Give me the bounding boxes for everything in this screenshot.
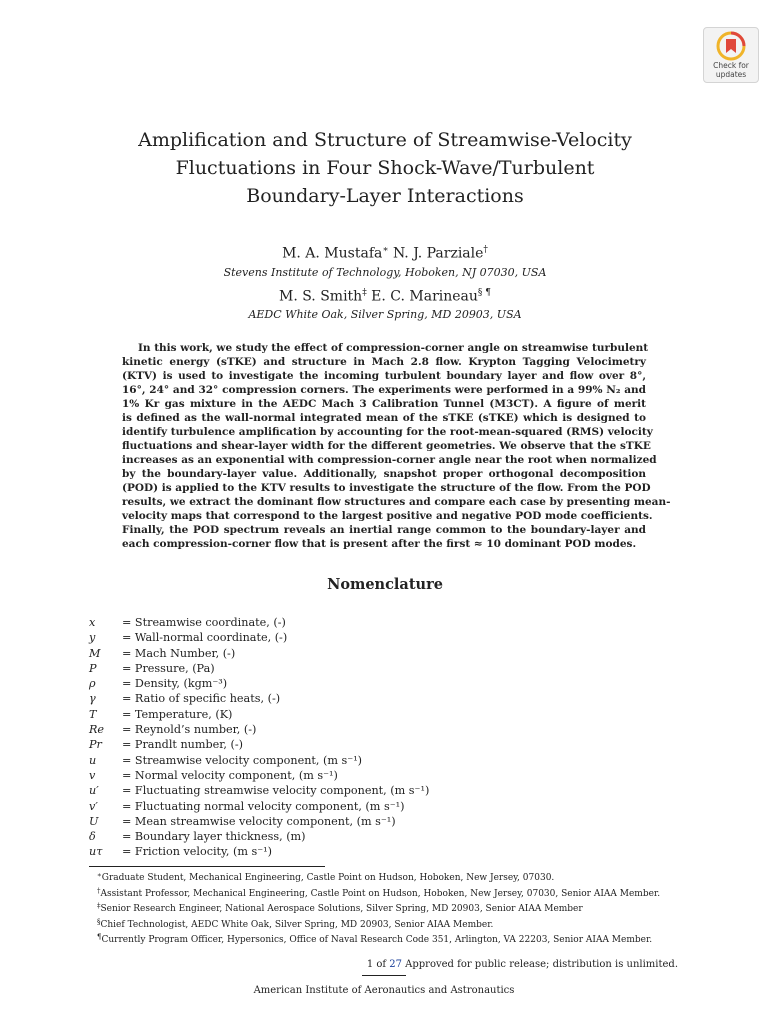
footnote-text: Currently Program Officer, Hypersonics, Office of Naval Research Code 351, Arlington, VA 22203, Senior AIAA Member.: [101, 935, 653, 946]
nomenclature-definition: = Temperature, (K): [122, 707, 233, 721]
footnote-text: Chief Technologist, AEDC White Oak, Silver Spring, MD 20903, Senior AIAA Member.: [100, 919, 494, 930]
nomenclature-definition: = Mean streamwise velocity component, (m s⁻¹): [122, 814, 396, 828]
nomenclature-symbol: Re: [89, 723, 105, 737]
nomenclature-definition: = Wall-normal coordinate, (-): [122, 631, 288, 645]
abstract-line: identify turbulence amplification by accounting for the root-mean-squared (RMS) velocity: [122, 426, 653, 438]
nomenclature-symbol: U: [89, 814, 99, 828]
footnote-text: Graduate Student, Mechanical Engineering, Castle Point on Hudson, Hoboken, New Jersey, 07030.: [101, 873, 555, 883]
nomenclature-heading: Nomenclature: [327, 576, 443, 593]
affiliation-stevens: Stevens Institute of Technology, Hoboken, NJ 07030, USA: [223, 266, 547, 279]
nomenclature-symbol: x: [89, 616, 96, 629]
nomenclature-symbol: u: [89, 753, 97, 767]
bookmark-ribbon-icon: [716, 31, 746, 61]
nomenclature-row: [89, 661, 429, 676]
footer-rule: [362, 975, 406, 976]
nomenclature-definition: = Prandlt number, (-): [122, 738, 244, 752]
abstract-line: (KTV) is used to investigate the incoming turbulent boundary layer and flow over 8°,: [122, 370, 646, 382]
nomenclature-row: [89, 707, 429, 722]
footnote: [97, 900, 660, 916]
nomenclature-symbol: Pr: [89, 738, 102, 752]
nomenclature-row: [89, 753, 429, 768]
nomenclature-row: [89, 783, 429, 798]
abstract-line: Finally, the POD spectrum reveals an inertial range common to the boundary-layer and: [122, 524, 646, 536]
footnote: [97, 916, 660, 932]
page-total-link[interactable]: 27: [389, 959, 402, 970]
footnote-mark: ‡: [97, 902, 101, 911]
nomenclature-symbol: y: [89, 631, 96, 645]
check-for-updates-badge[interactable]: [703, 27, 759, 83]
footnotes: [97, 869, 660, 947]
footnote-mark: ¶: [97, 933, 102, 942]
nomenclature-symbol: δ: [89, 830, 96, 844]
author-mark: †: [483, 245, 488, 255]
abstract-line: results, we extract the dominant flow structures and compare each case by presenting mean-: [122, 496, 671, 508]
footnote: [97, 931, 660, 947]
nomenclature-row: [89, 615, 429, 630]
badge-line2: updates: [715, 70, 747, 79]
nomenclature-symbol: P: [89, 661, 97, 675]
author-smith: M. S. Smith: [278, 288, 363, 305]
abstract-line: kinetic energy (sTKE) and structure in Mach 2.8 flow. Krypton Tagging Velocimetry: [122, 356, 646, 368]
nomenclature-symbol: u′: [89, 784, 99, 798]
author-parziale: N. J. Parziale: [392, 245, 484, 262]
abstract-line: 1% Kr gas mixture in the AEDC Mach 3 Calibration Tunnel (M3CT). A figure of merit: [122, 398, 646, 410]
page-number-prefix: 1 of: [366, 959, 390, 970]
footnote: [97, 869, 660, 885]
footnote-rule: [89, 866, 325, 867]
title-line-1: Amplification and Structure of Streamwise-Velocity: [138, 129, 632, 151]
nomenclature-symbol: T: [89, 707, 97, 721]
nomenclature-definition: = Density, (kgm⁻³): [122, 677, 228, 691]
title-line-3: Boundary-Layer Interactions: [246, 185, 524, 207]
nomenclature-row: [89, 768, 429, 783]
nomenclature-definition: = Mach Number, (-): [122, 646, 236, 660]
affiliation-aedc: AEDC White Oak, Silver Spring, MD 20903, USA: [248, 308, 522, 321]
nomenclature-definition: = Streamwise coordinate, (-): [122, 616, 286, 629]
nomenclature-row: [89, 829, 429, 844]
nomenclature-row: [89, 630, 429, 645]
nomenclature-symbol: M: [89, 646, 101, 660]
abstract-line: increases as an exponential with compression-corner angle near the root when normalized: [122, 454, 657, 466]
footnote-mark: †: [97, 886, 101, 895]
author-mustafa: M. A. Mustafa: [282, 245, 383, 262]
nomenclature-symbol: v: [89, 768, 96, 782]
author-mark: ‡: [362, 288, 367, 298]
nomenclature-row: [89, 722, 429, 737]
abstract-line: 16°, 24° and 32° compression corners. The experiments were performed in a 99% N₂ and: [122, 384, 646, 396]
nomenclature-definition: = Fluctuating normal velocity component, (m s⁻¹): [122, 799, 405, 813]
nomenclature-row: [89, 737, 429, 752]
abstract-line: velocity maps that correspond to the largest positive and negative POD mode coefficients.: [122, 510, 653, 522]
footnote-text: Senior Research Engineer, National Aerospace Solutions, Silver Spring, MD 20903, Senior AIAA Member: [100, 904, 583, 915]
nomenclature-symbol: γ: [89, 692, 96, 706]
nomenclature-definition: = Ratio of specific heats, (-): [122, 692, 281, 706]
footnote: [97, 885, 660, 901]
author-mark: ∗: [382, 245, 389, 255]
abstract-line: is defined as the wall-normal integrated mean of the sTKE (sTKE) which is designed to: [122, 412, 646, 424]
badge-line1: Check for: [713, 61, 749, 70]
nomenclature-row: [89, 646, 429, 661]
abstract-line: (POD) is applied to the KTV results to investigate the structure of the flow. From the POD: [122, 482, 651, 494]
nomenclature-row: [89, 844, 429, 859]
nomenclature-symbol: ρ: [89, 677, 96, 691]
nomenclature-definition: = Boundary layer thickness, (m): [122, 830, 306, 844]
abstract-line: In this work, we study the effect of compression-corner angle on streamwise turbulent: [138, 342, 649, 354]
author-mark: § ¶: [477, 288, 491, 298]
title-line-2: Fluctuations in Four Shock-Wave/Turbulent: [175, 157, 595, 179]
nomenclature-row: [89, 799, 429, 814]
nomenclature-definition: = Normal velocity component, (m s⁻¹): [122, 768, 338, 782]
nomenclature-row: [89, 814, 429, 829]
author-line-1: [90, 242, 680, 262]
nomenclature-table: [89, 615, 429, 860]
abstract: [122, 341, 671, 551]
organization-name: American Institute of Aeronautics and Astronautics: [253, 985, 515, 996]
nomenclature-definition: = Fluctuating streamwise velocity component, (m s⁻¹): [122, 784, 430, 798]
release-statement: Approved for public release; distribution is unlimited.: [405, 959, 678, 970]
nomenclature-definition: = Friction velocity, (m s⁻¹): [122, 845, 273, 859]
author-marineau: E. C. Marineau: [371, 288, 478, 305]
nomenclature-definition: = Pressure, (Pa): [122, 661, 215, 675]
footnote-text: Assistant Professor, Mechanical Engineering, Castle Point on Hudson, Hoboken, New Jersey, 07030, Senior AIAA Member.: [100, 888, 661, 899]
abstract-line: fluctuations and shear-layer width for the different geometries. We observe that the sTKE: [122, 440, 651, 452]
abstract-line: by the boundary-layer value. Additionally, snapshot proper orthogonal decomposition: [122, 468, 646, 480]
nomenclature-definition: = Streamwise velocity component, (m s⁻¹): [122, 753, 363, 767]
abstract-line: each compression-corner flow that is present after the first ≈ 10 dominant POD modes.: [122, 538, 637, 550]
nomenclature-symbol: uτ: [89, 845, 103, 859]
footnote-mark: ∗: [97, 871, 102, 879]
page-number: [367, 959, 402, 971]
author-line-2: [90, 285, 680, 305]
nomenclature-symbol: v′: [89, 799, 98, 813]
nomenclature-definition: = Reynold’s number, (-): [122, 723, 257, 737]
footnote-mark: §: [97, 917, 101, 926]
nomenclature-row: [89, 691, 429, 706]
nomenclature-row: [89, 676, 429, 691]
